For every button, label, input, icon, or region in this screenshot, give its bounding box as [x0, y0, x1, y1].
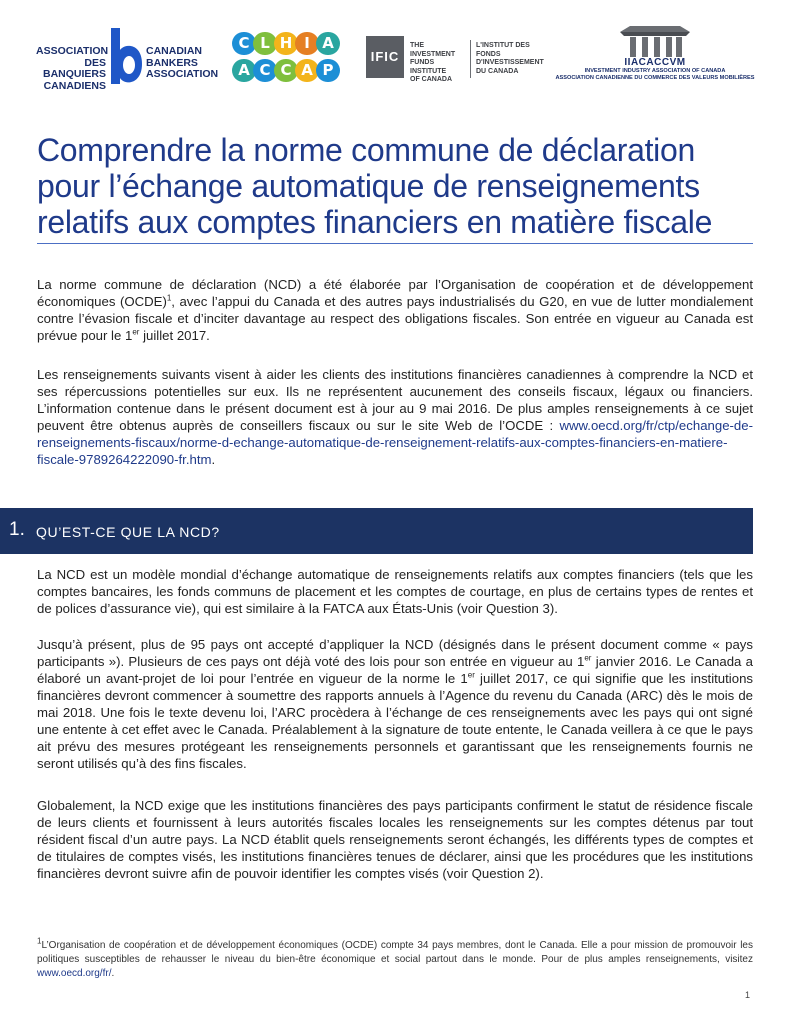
cba-fr-line2: DES BANQUIERS — [42, 56, 106, 80]
cba-en-line1: CANADIAN — [146, 45, 202, 57]
ific-mark: IFIC — [366, 36, 404, 78]
intro-paragraph-2 — [37, 366, 753, 468]
footnote-marker: 1 — [37, 936, 42, 946]
ific-fr-line2: D'INVESTISSEMENT — [476, 59, 544, 66]
accap-letter: A — [295, 59, 319, 82]
section-1-header — [0, 508, 753, 554]
title-line2: pour l’échange automatique de renseignements — [37, 168, 700, 204]
cba-en-line2: BANKERS — [146, 56, 198, 69]
ific-fr-line1: L'INSTITUT DES FONDS — [476, 42, 530, 58]
clhia-logo — [232, 32, 340, 84]
ific-divider — [470, 40, 471, 78]
text-run: La norme commune de déclaration (NCD) a été élaborée par l’Organisation de coopération et de développement économiques (OCDE) — [37, 277, 753, 309]
logo-strip — [0, 22, 791, 92]
title-underline-rule — [37, 243, 753, 244]
document-title — [37, 132, 757, 240]
iiac-english-name: INVESTMENT INDUSTRY ASSOCIATION OF CANADA — [584, 68, 726, 74]
footnote — [37, 936, 753, 981]
oecd-link[interactable]: www.oecd.org/fr/ctp/echange-de-renseignements-fiscaux/norme-d-echange-automatique-de-renseignement-relatifs-aux-comptes-financiers-en-matiere-fiscale-9789264222090-fr.htm — [37, 418, 753, 467]
ific-french-name — [476, 42, 556, 76]
oecd-footnote-link[interactable]: www.oecd.org/fr/ — [37, 968, 112, 979]
accap-letter: C — [253, 59, 277, 82]
accap-letter: C — [274, 59, 298, 82]
ordinal-suffix: er — [467, 670, 475, 680]
clhia-letter: H — [274, 32, 298, 55]
ordinal-suffix: er — [132, 327, 140, 337]
cba-logo — [36, 30, 219, 92]
text-run: janvier 2016. Le Canada a élaboré un avant-projet de loi pour l’entrée en vigueur de la norme le 1 — [37, 654, 753, 686]
ific-english-name — [410, 42, 470, 85]
title-line1: Comprendre la norme commune de déclaration — [37, 132, 695, 168]
cba-fr-line1: ASSOCIATION — [36, 45, 109, 57]
iiac-logo — [555, 24, 755, 84]
accap-letter: A — [232, 59, 256, 82]
text-run: L’Organisation de coopération et de développement économiques (OCDE) compte 34 pays membres, dont le Canada. Elle a pour mission de promouvoir les politiques susceptibles de rehausser le niveau du bien-être économique et social partout dans le monde. Pour de plus amples renseignements, visitez — [37, 940, 753, 965]
cba-french-name — [36, 45, 109, 92]
page-number: 1 — [745, 990, 751, 1000]
footnote-ref[interactable]: 1 — [166, 293, 172, 303]
clhia-letter: C — [232, 32, 256, 55]
text-run: . — [211, 452, 216, 467]
ific-logo — [366, 36, 556, 83]
cba-b-mark-icon — [109, 28, 143, 86]
iiac-wordmark: IIACACCVM — [624, 57, 686, 68]
title-line3: relatifs aux comptes financiers en matière fiscale — [37, 204, 713, 240]
clhia-letter: I — [295, 32, 319, 55]
cba-en-line3: ASSOCIATION — [146, 68, 219, 80]
ific-en-line2: FUNDS INSTITUTE — [410, 59, 447, 75]
ific-en-line3: OF CANADA — [410, 76, 452, 83]
ific-fr-line3: DU CANADA — [476, 67, 519, 75]
section-1-paragraph-2 — [37, 636, 753, 772]
text-run: Les renseignements suivants visent à aider les clients des institutions financières canadiennes à comprendre la NCD et ses répercussions potentielles sur eux. Ils ne représentent aucunement des conseils fiscaux, légaux ou financiers. L’information contenue dans le présent document est à jour au 9 mai 2016. De plus amples renseignements à ce sujet peuvent être obtenus auprès de conseillers fiscaux ou sur le site Web de l’OCDE : — [37, 367, 753, 433]
cba-fr-line3: CANADIENS — [43, 79, 106, 92]
clhia-letter: L — [253, 32, 277, 55]
clhia-letter: A — [316, 32, 340, 55]
section-number: 1. — [9, 519, 25, 540]
ordinal-suffix: er — [584, 653, 592, 663]
text-run: . — [111, 968, 115, 979]
text-run: Jusqu’à présent, plus de 95 pays ont accepté d’appliquer la NCD (désignés dans le présent document comme « pays participants »). Plusieurs de ces pays ont déjà voté des lois pour son entrée en vigueur au 1 — [37, 637, 753, 669]
text-run: juillet 2017. — [139, 328, 210, 343]
ific-en-line1: THE INVESTMENT — [410, 42, 456, 58]
intro-paragraph-1 — [37, 276, 753, 344]
cba-english-name — [146, 46, 226, 81]
text-run: juillet 2017, ce qui signifie que les institutions financières devront commencer à soumettre des rapports annuels à l’Agence du revenu du Canada (ARC) dès le mois de mai 2018. Une fois le texte devenu loi, l’ARC procèdera à l’échange de ces renseignements avec les pays qui ont signé une entente à cet effet avec le Canada. Préalablement à la signature de toute entente, le Canada veillera à ce que le pays ait prévu des mesures protégeant les renseignements personnels et garantissant que les renseignements fournis ne seront utilisés qu’à des fins fiscales. — [37, 671, 753, 771]
iiac-french-name: ASSOCIATION CANADIENNE DU COMMERCE DES VALEURS MOBILIÈRES — [555, 75, 755, 81]
section-1-paragraph-3: Globalement, la NCD exige que les institutions financières des pays participants confirment le statut de résidence fiscale de leurs clients et fournissent à leurs autorités fiscales locales les renseignements sur les comptes détenus par tout résident fiscal d’un autre pays. La NCD établit quels renseignements seront échangés, les différents types de comptes et de titulaires de comptes visés, les institutions financières tenues de déclarer, ainsi que les procédures que les institutions financières devront suivre afin de pouvoir identifier les comptes visés (voir Question 2). — [37, 798, 753, 881]
section-1-paragraph-1: La NCD est un modèle mondial d’échange automatique de renseignements relatifs aux comptes financiers (tels que les comptes bancaires, les fonds communs de placement et les comptes de courtage, en plus de certains types de rentes et de polices d’assurance vie), qui est similaire à la FATCA aux États-Unis (voir Question 3). — [37, 567, 753, 616]
accap-letter: P — [316, 59, 340, 82]
section-heading: QU’EST-CE QUE LA NCD? — [36, 524, 220, 540]
text-run: , avec l’appui du Canada et des autres pays industrialisés du G20, en vue de lutter mondialement contre l’évasion fiscale et d’inciter davantage au respect des obligations fiscales. Son entrée en vigueur au Canada est prévue pour le 1 — [37, 294, 753, 343]
